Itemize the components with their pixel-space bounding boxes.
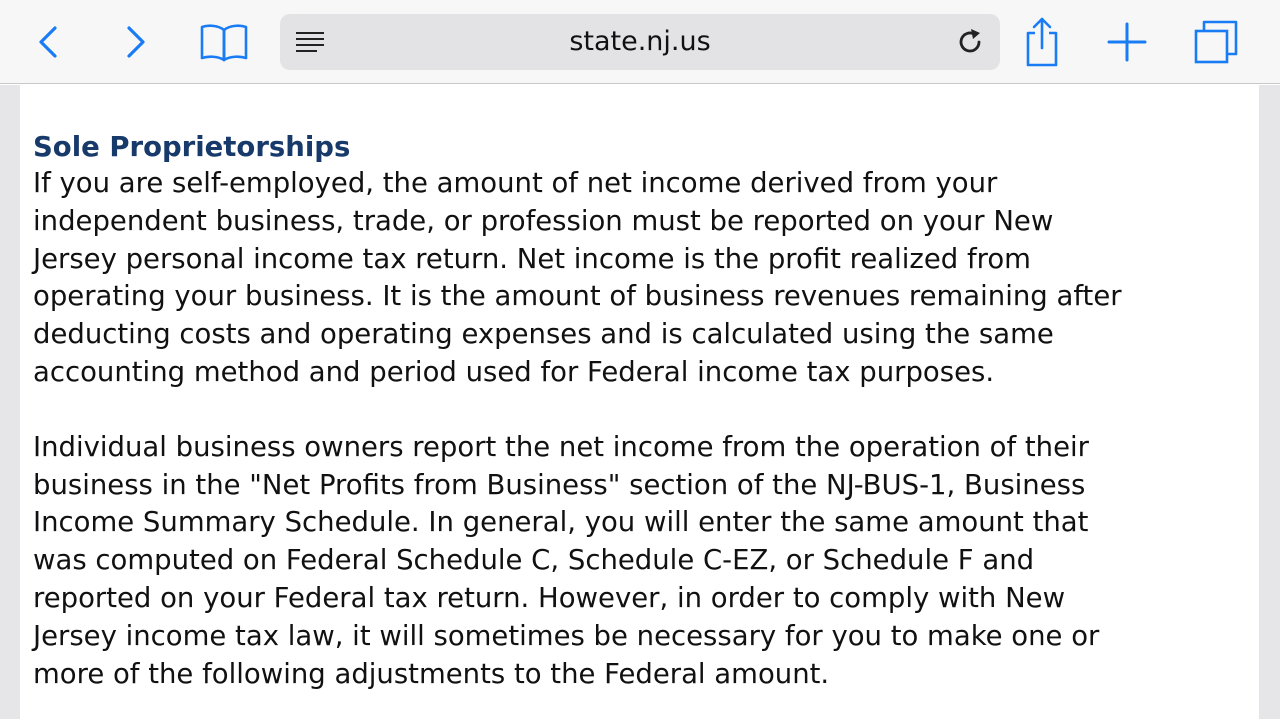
book-icon (198, 20, 250, 64)
share-button[interactable] (1016, 16, 1068, 68)
chevron-left-icon (33, 22, 63, 62)
tabs-icon (1191, 17, 1241, 67)
web-content-area (0, 85, 1280, 719)
new-tab-button[interactable] (1101, 16, 1153, 68)
forward-button[interactable] (110, 16, 162, 68)
back-button[interactable] (22, 16, 74, 68)
chevron-right-icon (121, 22, 151, 62)
section-heading: Sole Proprietorships (33, 131, 351, 163)
paragraph: Individual business owners report the net income from the operation of their business in the "Net Profits from Business" section of the NJ-BUS-1, Business Income Summary Schedule. In general, you will enter the same amount that was computed on Federal Schedule C, Schedule C-EZ, or Schedule F and reported on your Federal tax return. However, in order to comply with New Jersey income tax law, it will sometimes be necessary for you to make one or more of the following adjustments to the Federal amount. (33, 430, 1100, 690)
tabs-button[interactable] (1190, 16, 1242, 68)
reload-icon[interactable] (954, 26, 986, 58)
reader-lines-icon[interactable] (294, 27, 326, 57)
web-page (20, 85, 1259, 719)
address-bar[interactable] (280, 14, 1000, 70)
browser-toolbar (0, 0, 1280, 84)
share-icon (1020, 15, 1064, 69)
article (33, 129, 1243, 693)
plus-icon (1105, 20, 1149, 64)
url-text[interactable]: state.nj.us (569, 26, 711, 57)
bookmarks-button[interactable] (198, 16, 250, 68)
paragraph: If you are self-employed, the amount of net income derived from your independent business, trade, or profession must be reported on your New Jersey personal income tax return. Net income is the profit realized from operating your business. It is the amount of business revenues remaining after deducting costs and operating expenses and is calculated using the same accounting method and period used for Federal income tax purposes. (33, 167, 1122, 388)
